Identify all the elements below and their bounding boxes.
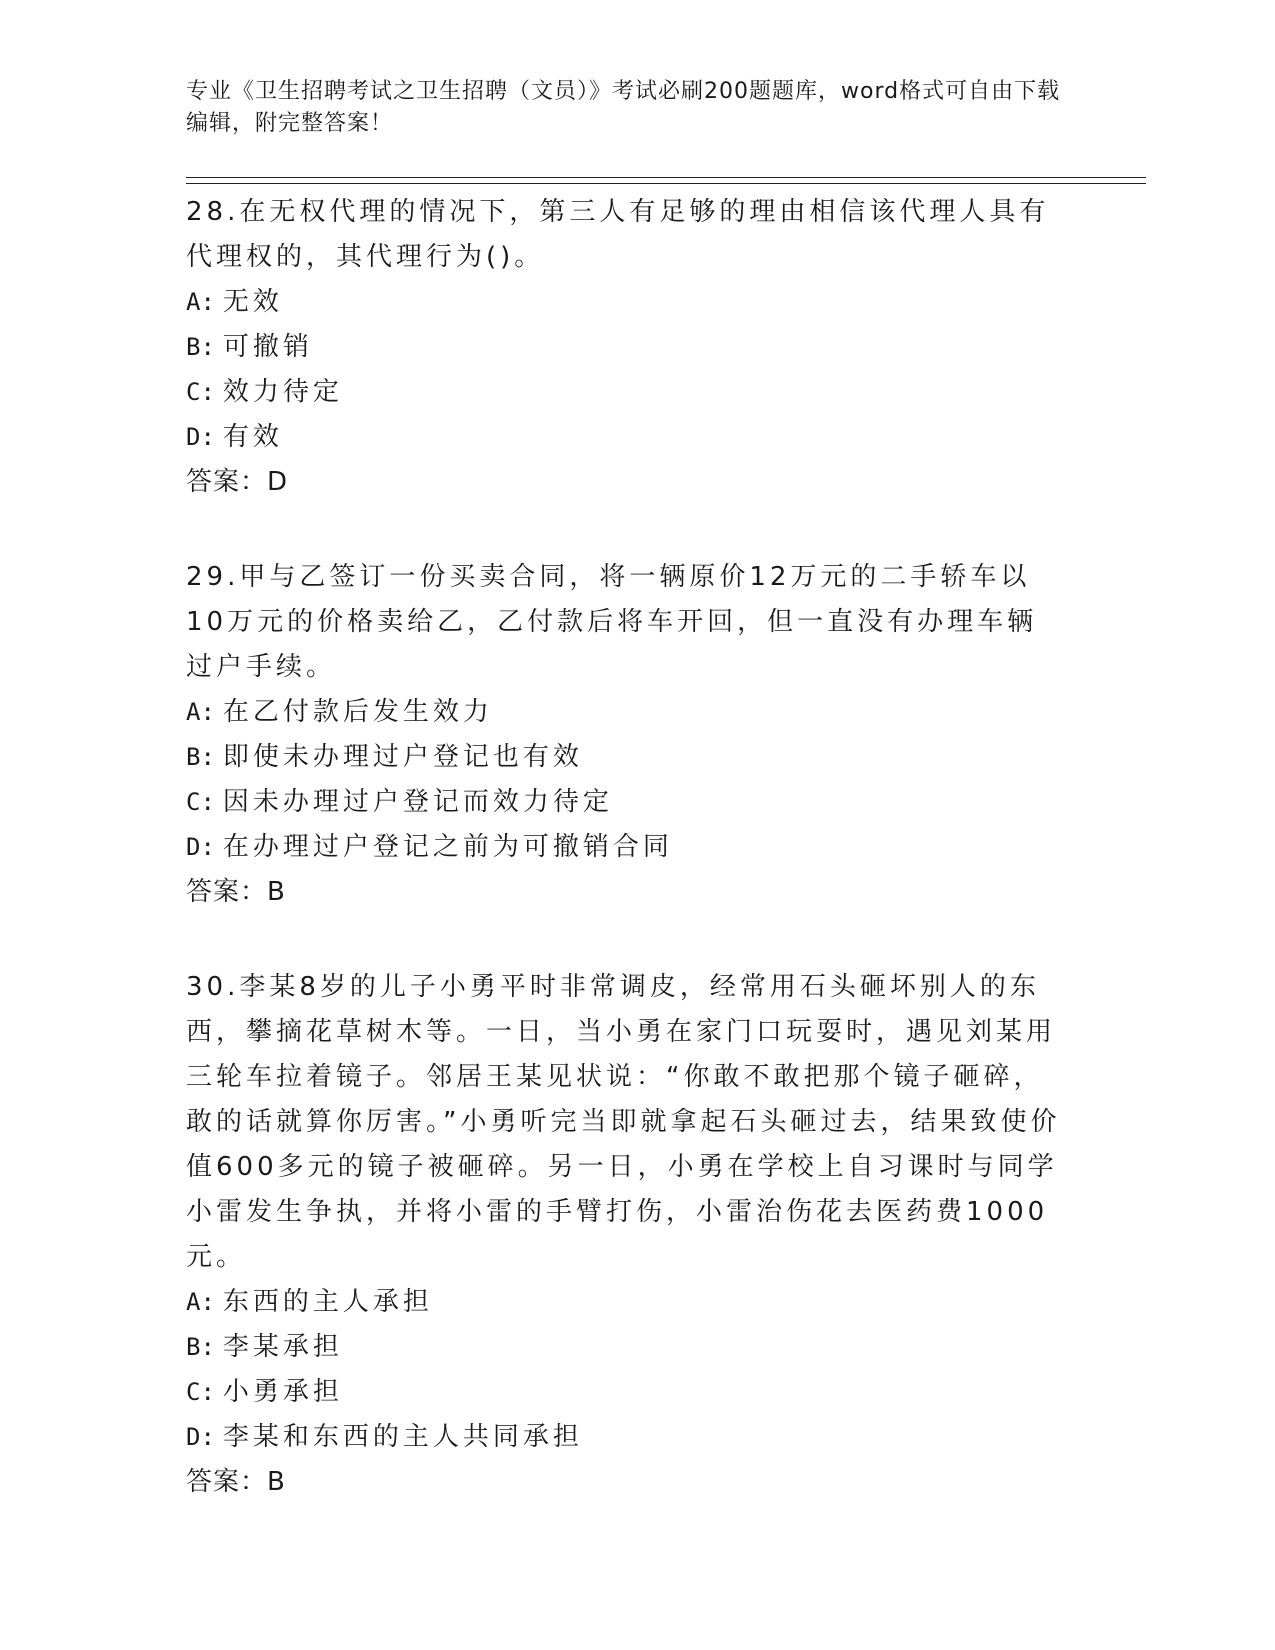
option-text: 东西的主人承担: [222, 1287, 433, 1317]
option-c: [186, 370, 1066, 415]
answer-label: 答案：: [186, 1467, 268, 1497]
option-key: A:: [186, 288, 215, 316]
answer-value: B: [267, 877, 286, 907]
option-text: 即使未办理过户登记也有效: [222, 742, 583, 772]
option-key: A:: [186, 1288, 215, 1316]
option-key: D:: [186, 833, 215, 861]
answer-line: [186, 1460, 1066, 1505]
option-b: [186, 1325, 1066, 1370]
option-key: B:: [186, 1333, 215, 1361]
answer-label: 答案：: [186, 467, 268, 497]
option-key: C:: [186, 378, 215, 406]
option-key: C:: [186, 1378, 215, 1406]
option-text: 可撤销: [222, 332, 313, 362]
option-c: [186, 780, 1066, 825]
option-d: [186, 415, 1066, 460]
option-c: [186, 1370, 1066, 1415]
option-text: 无效: [222, 287, 283, 317]
question-28: [186, 190, 1066, 505]
question-30: [186, 965, 1066, 1505]
option-key: A:: [186, 698, 215, 726]
header-divider-top: [186, 177, 1146, 178]
option-d: [186, 1415, 1066, 1460]
option-key: C:: [186, 788, 215, 816]
answer-value: B: [267, 1467, 286, 1497]
document-header: 专业《卫生招聘考试之卫生招聘（文员）》考试必刷200题题库，word格式可自由下载编辑，附完整答案！: [186, 79, 1061, 136]
option-key: B:: [186, 333, 215, 361]
option-text: 在办理过户登记之前为可撤销合同: [222, 832, 673, 862]
option-a: [186, 1280, 1066, 1325]
option-a: [186, 690, 1066, 735]
option-key: D:: [186, 1423, 215, 1451]
option-text: 小勇承担: [222, 1377, 343, 1407]
question-text: 29.甲与乙签订一份买卖合同，将一辆原价12万元的二手轿车以10万元的价格卖给乙，乙付款后将车开回，但一直没有办理车辆过户手续。: [186, 562, 1038, 682]
answer-line: [186, 870, 1066, 915]
question-text: 28.在无权代理的情况下，第三人有足够的理由相信该代理人具有代理权的，其代理行为()。: [186, 197, 1050, 272]
option-a: [186, 280, 1066, 325]
question-text: 30.李某8岁的儿子小勇平时非常调皮，经常用石头砸坏别人的东西，攀摘花草树木等。一日，当小勇在家门口玩耍时，遇见刘某用三轮车拉着镜子。邻居王某见状说：“你敢不敢把那个镜子砸碎，敢的话就算你厉害。”小勇听完当即就拿起石头砸过去，结果致使价值600多元的镜子被砸碎。另一日，小勇在学校上自习课时与同学小雷发生争执，并将小雷的手臂打伤，小雷治伤花去医药费1000元。: [186, 972, 1061, 1272]
option-d: [186, 825, 1066, 870]
option-text: 因未办理过户登记而效力待定: [222, 787, 613, 817]
answer-value: D: [267, 467, 289, 497]
option-text: 在乙付款后发生效力: [222, 697, 493, 727]
option-text: 效力待定: [222, 377, 343, 407]
answer-label: 答案：: [186, 877, 268, 907]
answer-line: [186, 460, 1066, 505]
option-b: [186, 325, 1066, 370]
option-text: 李某和东西的主人共同承担: [222, 1422, 583, 1452]
option-key: B:: [186, 743, 215, 771]
question-29: [186, 555, 1066, 915]
option-key: D:: [186, 423, 215, 451]
header-divider-bottom: [186, 183, 1146, 184]
option-text: 有效: [222, 422, 283, 452]
option-b: [186, 735, 1066, 780]
option-text: 李某承担: [222, 1332, 343, 1362]
